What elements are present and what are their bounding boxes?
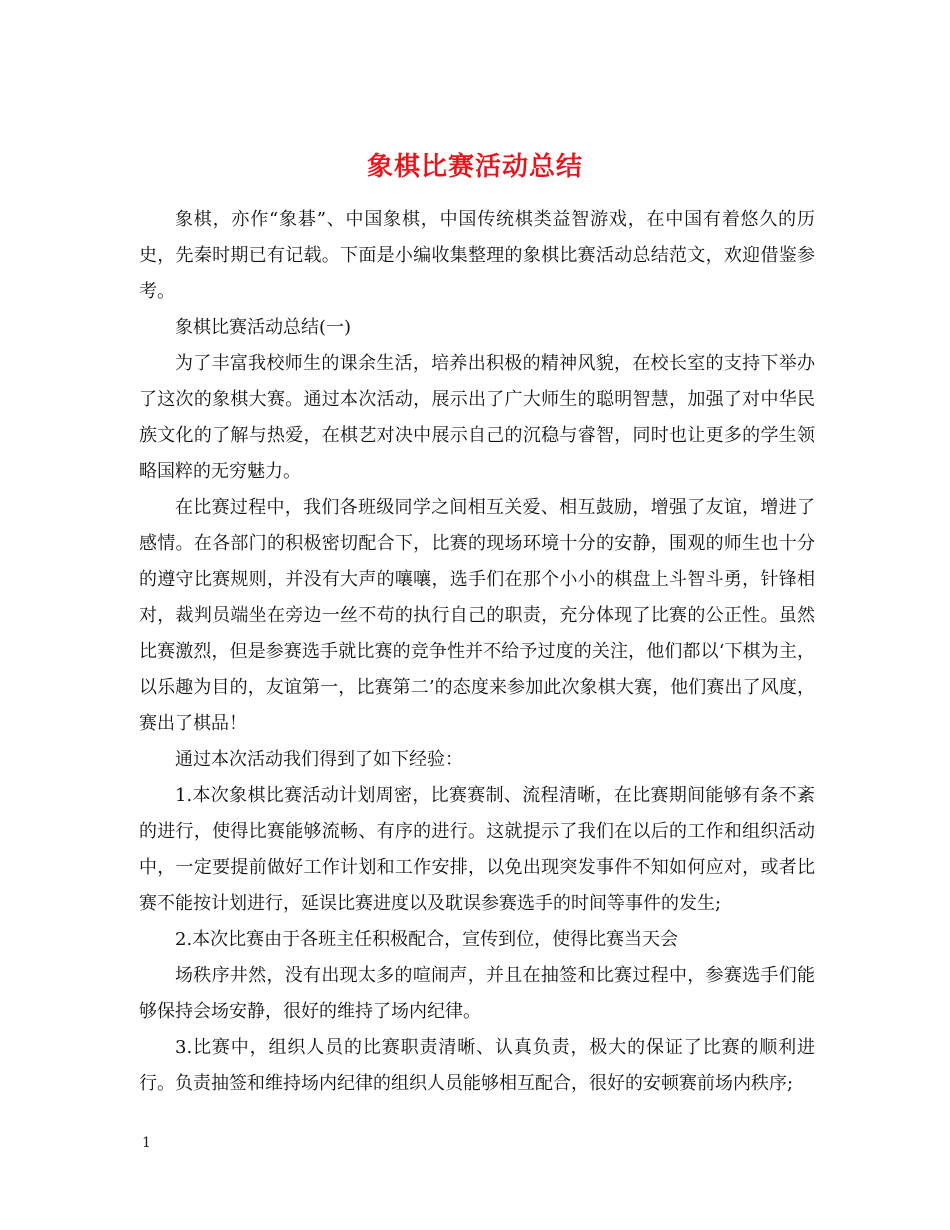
- section-heading: 象棋比赛活动总结(一): [175, 317, 352, 338]
- intro-paragraph: 象棋，亦作“象碁”、中国象棋，中国传统棋类益智游戏，在中国有着悠久的历史，先秦时期已有记载。下面是小编收集整理的象棋比赛活动总结范文，欢迎借鉴参考。: [139, 209, 815, 302]
- document-title: 象棋比赛活动总结: [366, 152, 583, 183]
- body-paragraph: 在比赛过程中，我们各班级同学之间相互关爱、相互鼓励，增强了友谊，增进了感情。在各部门的积极密切配合下，比赛的现场环境十分的安静，围观的师生也十分的遵守比赛规则，并没有大声的嚷嚷，选手们在那个小小的棋盘上斗智斗勇，针锋相对，裁判员端坐在旁边一丝不苟的执行自己的职责，充分体现了比赛的公正性。虽然比赛激烈，但是参赛选手就比赛的竞争性并不给予过度的关注，他们都以‘下棋为主，以乐趣为目的，友谊第一，比赛第二’的态度来参加此次象棋大赛，他们赛出了风度，赛出了棋品！: [139, 497, 815, 734]
- experience-item-3: 3.比赛中，组织人员的比赛职责清晰、认真负责，极大的保证了比赛的顺利进行。负责抽签和维持场内纪律的组织人员能够相互配合，很好的安顿赛前场内秩序;: [139, 1037, 815, 1094]
- document-body: [139, 202, 815, 1102]
- experience-item-1: 1.本次象棋比赛活动计划周密，比赛赛制、流程清晰，在比赛期间能够有条不紊的进行，使得比赛能够流畅、有序的进行。这就提示了我们在以后的工作和组织活动中，一定要提前做好工作计划和工作安排，以免出现突发事件不知如何应对，或者比赛不能按计划进行，延误比赛进度以及耽误参赛选手的时间等事件的发生;: [139, 785, 815, 914]
- page-number: 1: [142, 1135, 151, 1151]
- body-paragraph: 为了丰富我校师生的课余生活，培养出积极的精神风貌，在校长室的支持下举办了这次的象棋大赛。通过本次活动，展示出了广大师生的聪明智慧，加强了对中华民族文化的了解与热爱，在棋艺对决中展示自己的沉稳与睿智，同时也让更多的学生领略国粹的无穷魅力。: [139, 353, 815, 482]
- experience-item-2: 2.本次比赛由于各班主任积极配合，宣传到位，使得比赛当天会: [175, 929, 679, 950]
- experience-intro: 通过本次活动我们得到了如下经验：: [175, 749, 463, 770]
- experience-item-2-continued: 场秩序井然，没有出现太多的喧闹声，并且在抽签和比赛过程中，参赛选手们能够保持会场安静，很好的维持了场内纪律。: [139, 965, 815, 1022]
